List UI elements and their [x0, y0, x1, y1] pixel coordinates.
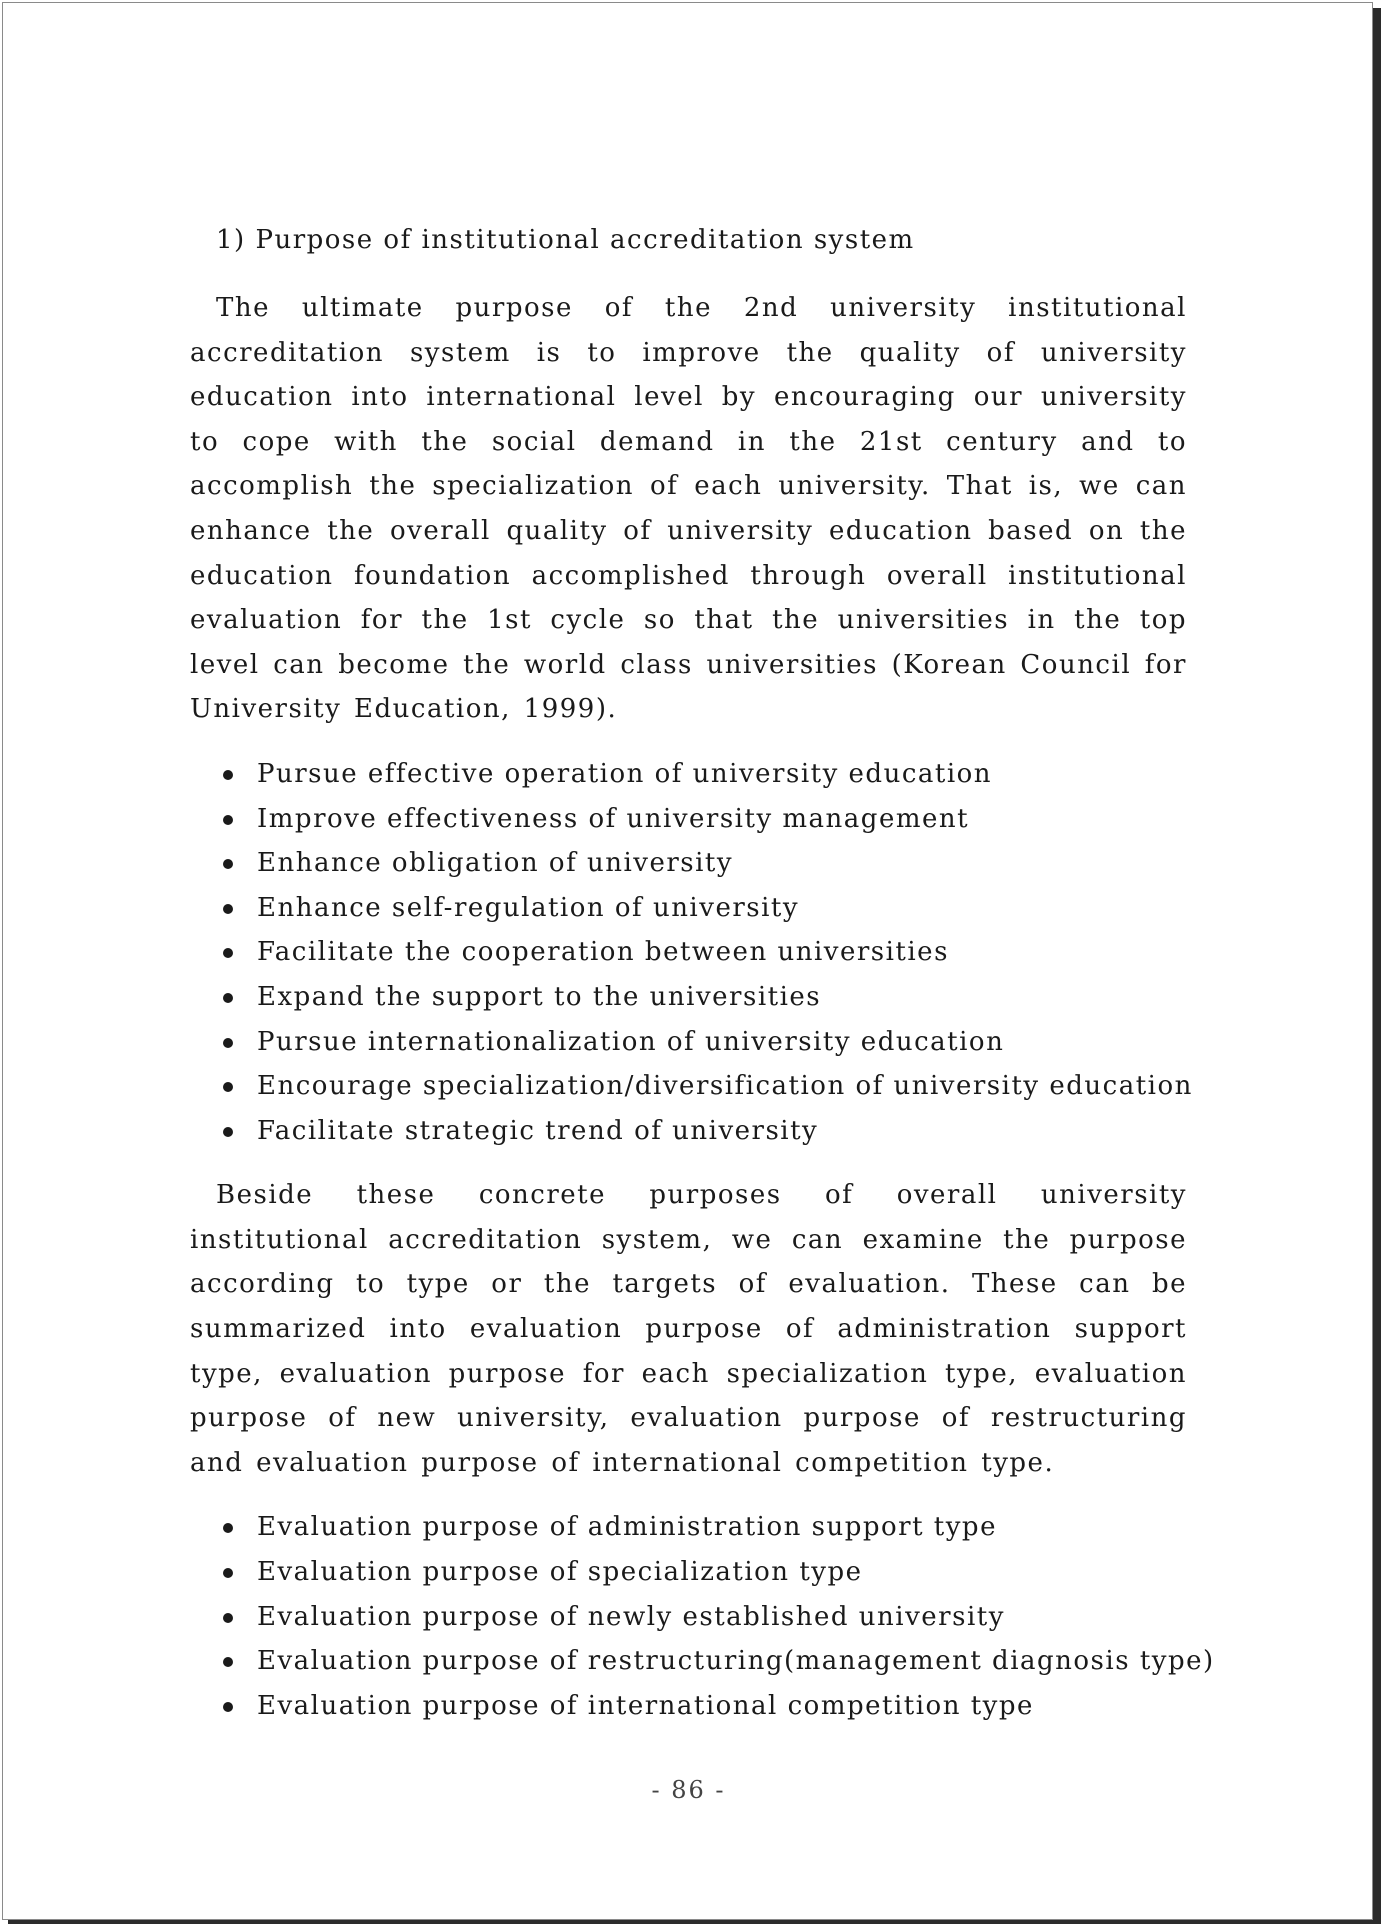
evaluation-type-bullet-list: [190, 1505, 1215, 1728]
list-item: [223, 797, 1187, 842]
list-item-text: Improve effectiveness of university management: [257, 803, 970, 834]
purpose-bullet-list: [190, 752, 1193, 1153]
bullet-icon: [223, 1038, 233, 1048]
page-shadow-right: [1373, 8, 1381, 1922]
bullet-icon: [223, 859, 233, 869]
list-item: [223, 1684, 1187, 1729]
list-item: [223, 1595, 1187, 1640]
bullet-icon: [223, 1127, 233, 1137]
bullet-icon: [223, 1523, 233, 1533]
list-item: [223, 1020, 1187, 1065]
list-item: [223, 1109, 1187, 1154]
bullet-icon: [223, 1657, 233, 1667]
list-item: [223, 975, 1187, 1020]
list-item-text: Encourage specialization/diversification of university education: [257, 1071, 1193, 1102]
bullet-icon: [223, 1702, 233, 1712]
bullet-icon: [223, 904, 233, 914]
bullet-icon: [223, 1613, 233, 1623]
bullet-icon: [223, 770, 233, 780]
bullet-icon: [223, 948, 233, 958]
list-item-text: Facilitate the cooperation between universities: [257, 937, 949, 968]
list-item: [223, 1639, 1215, 1684]
list-item-text: Enhance self-regulation of university: [257, 892, 800, 923]
list-item-text: Evaluation purpose of international competition type: [257, 1690, 1034, 1721]
bullet-icon: [223, 1568, 233, 1578]
page-number: - 86 -: [651, 1776, 726, 1804]
list-item: [223, 1550, 1187, 1595]
list-item-text: Evaluation purpose of restructuring(management diagnosis type): [257, 1646, 1215, 1677]
document-page: [2, 2, 1373, 1920]
section-heading: 1) Purpose of institutional accreditation system: [216, 225, 915, 255]
list-item: [223, 886, 1187, 931]
page-shadow-bottom: [8, 1920, 1381, 1924]
list-item: [223, 841, 1187, 886]
bullet-icon: [223, 993, 233, 1003]
bullet-icon: [223, 1082, 233, 1092]
list-item-text: Enhance obligation of university: [257, 848, 734, 879]
list-item-text: Pursue internationalization of university education: [257, 1026, 1005, 1057]
list-item: [223, 1064, 1193, 1109]
types-paragraph: Beside these concrete purposes of overall university institutional accreditation system, we can examine the purpose according to type or the targets of evaluation. These can be summarized into evaluation purpose of administration support type, evaluation purpose for each specialization type, evaluation purpose of new university, evaluation purpose of restructuring and evaluation purpose of international competition type.: [190, 1180, 1187, 1478]
intro-paragraph: The ultimate purpose of the 2nd university institutional accreditation system is to improve the quality of university education into international level by encouraging our university to cope with the social demand in the 21st century and to accomplish the specialization of each university. That is, we can enhance the overall quality of university education based on the education foundation accomplished through overall institutional evaluation for the 1st cycle so that the universities in the top level can become the world class universities (Korean Council for University Education, 1999).: [190, 293, 1187, 725]
list-item: [223, 930, 1187, 975]
list-item: [223, 752, 1187, 797]
list-item-text: Evaluation purpose of administration support type: [257, 1512, 997, 1543]
list-item-text: Expand the support to the universities: [257, 981, 822, 1012]
list-item-text: Evaluation purpose of specialization type: [257, 1557, 863, 1588]
list-item-text: Pursue effective operation of university education: [257, 758, 993, 789]
bullet-icon: [223, 815, 233, 825]
list-item-text: Evaluation purpose of newly established university: [257, 1601, 1005, 1632]
list-item-text: Facilitate strategic trend of university: [257, 1115, 819, 1146]
list-item: [223, 1505, 1187, 1550]
page-content: [190, 218, 1215, 1748]
